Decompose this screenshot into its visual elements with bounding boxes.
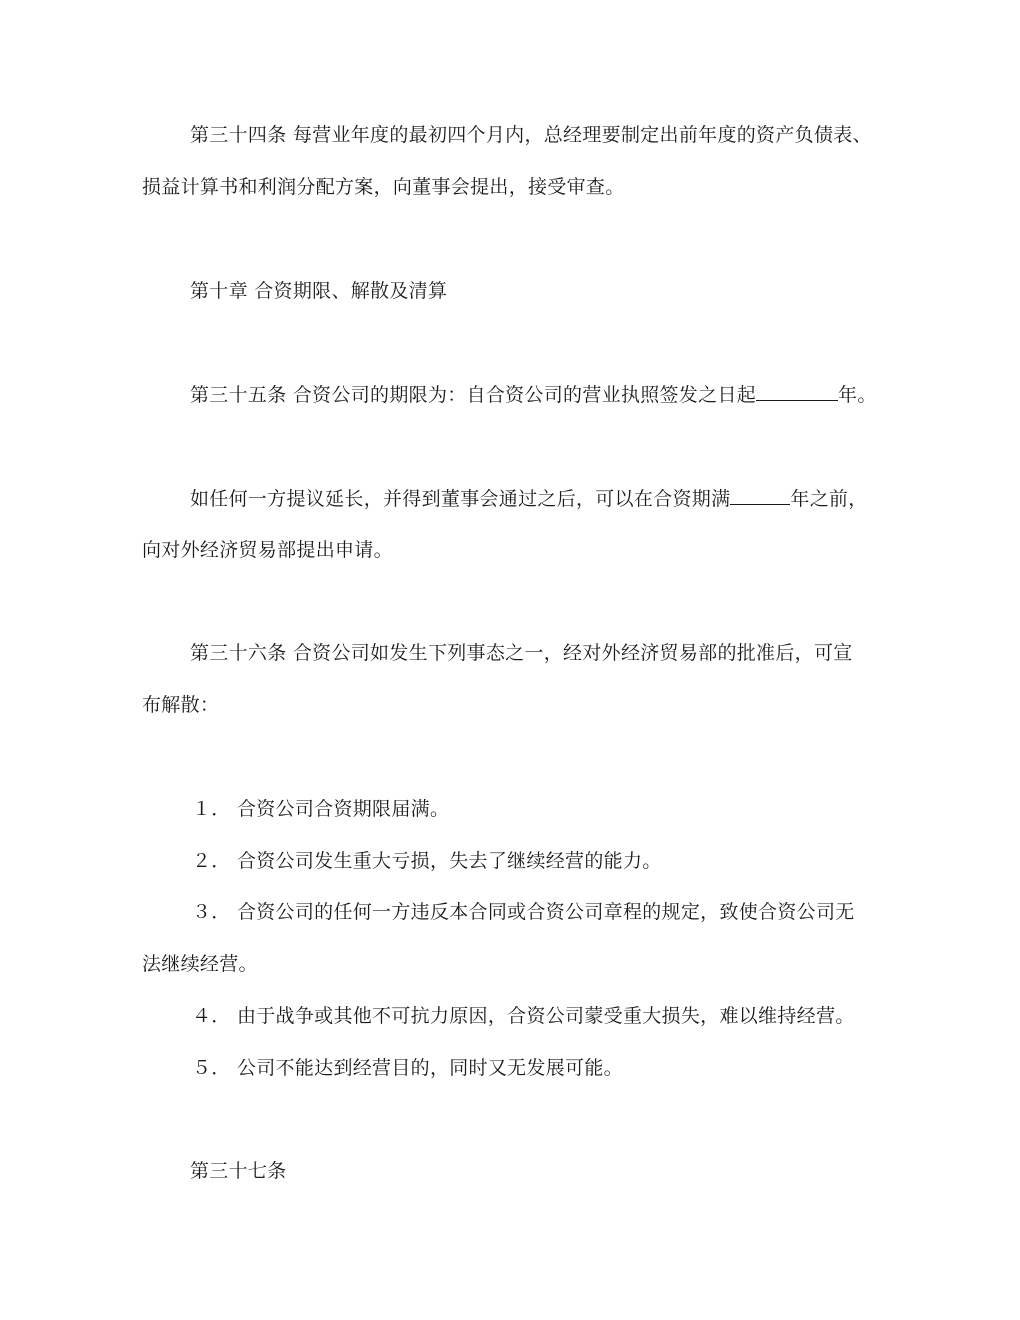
article-35-text-after-blank: 年。 — [838, 384, 877, 406]
article-35-line-1 — [190, 382, 877, 407]
list-item-3-continued: 法继续经营。 — [142, 953, 258, 975]
article-34-line-1: 第三十四条 每营业年度的最初四个月内，总经理要制定出前年度的资产负债表、 — [190, 124, 872, 146]
extension-years-blank — [730, 486, 790, 505]
chapter-10-heading: 第十章 合资期限、解散及清算 — [190, 280, 448, 302]
article-36-line-2: 布解散： — [142, 694, 220, 716]
extension-line-1 — [190, 486, 868, 511]
list-item-4: ４． 由于战争或其他不可抗力原因，合资公司蒙受重大损失，难以维持经营。 — [192, 1005, 855, 1027]
extension-text-after-blank: 年之前， — [790, 488, 868, 510]
list-item-2: ２． 合资公司发生重大亏损，失去了继续经营的能力。 — [192, 850, 662, 872]
list-item-5: ５． 公司不能达到经营目的，同时又无发展可能。 — [192, 1057, 623, 1079]
list-item-3: ３． 合资公司的任何一方违反本合同或合资公司章程的规定，致使合资公司无 — [192, 901, 855, 923]
article-35-text-before-blank: 第三十五条 合资公司的期限为：自合资公司的营业执照签发之日起 — [190, 384, 757, 406]
extension-line-2: 向对外经济贸易部提出申请。 — [142, 539, 393, 561]
article-36-line-1: 第三十六条 合资公司如发生下列事态之一，经对外经济贸易部的批准后，可宣 — [190, 642, 853, 664]
list-item-1: １． 合资公司合资期限届满。 — [192, 798, 450, 820]
article-37-heading: 第三十七条 — [190, 1160, 287, 1182]
article-34-line-2: 损益计算书和利润分配方案，向董事会提出，接受审查。 — [142, 176, 625, 198]
article-35-term-blank — [756, 382, 838, 401]
extension-text-before-blank: 如任何一方提议延长，并得到董事会通过之后，可以在合资期满 — [190, 488, 731, 510]
